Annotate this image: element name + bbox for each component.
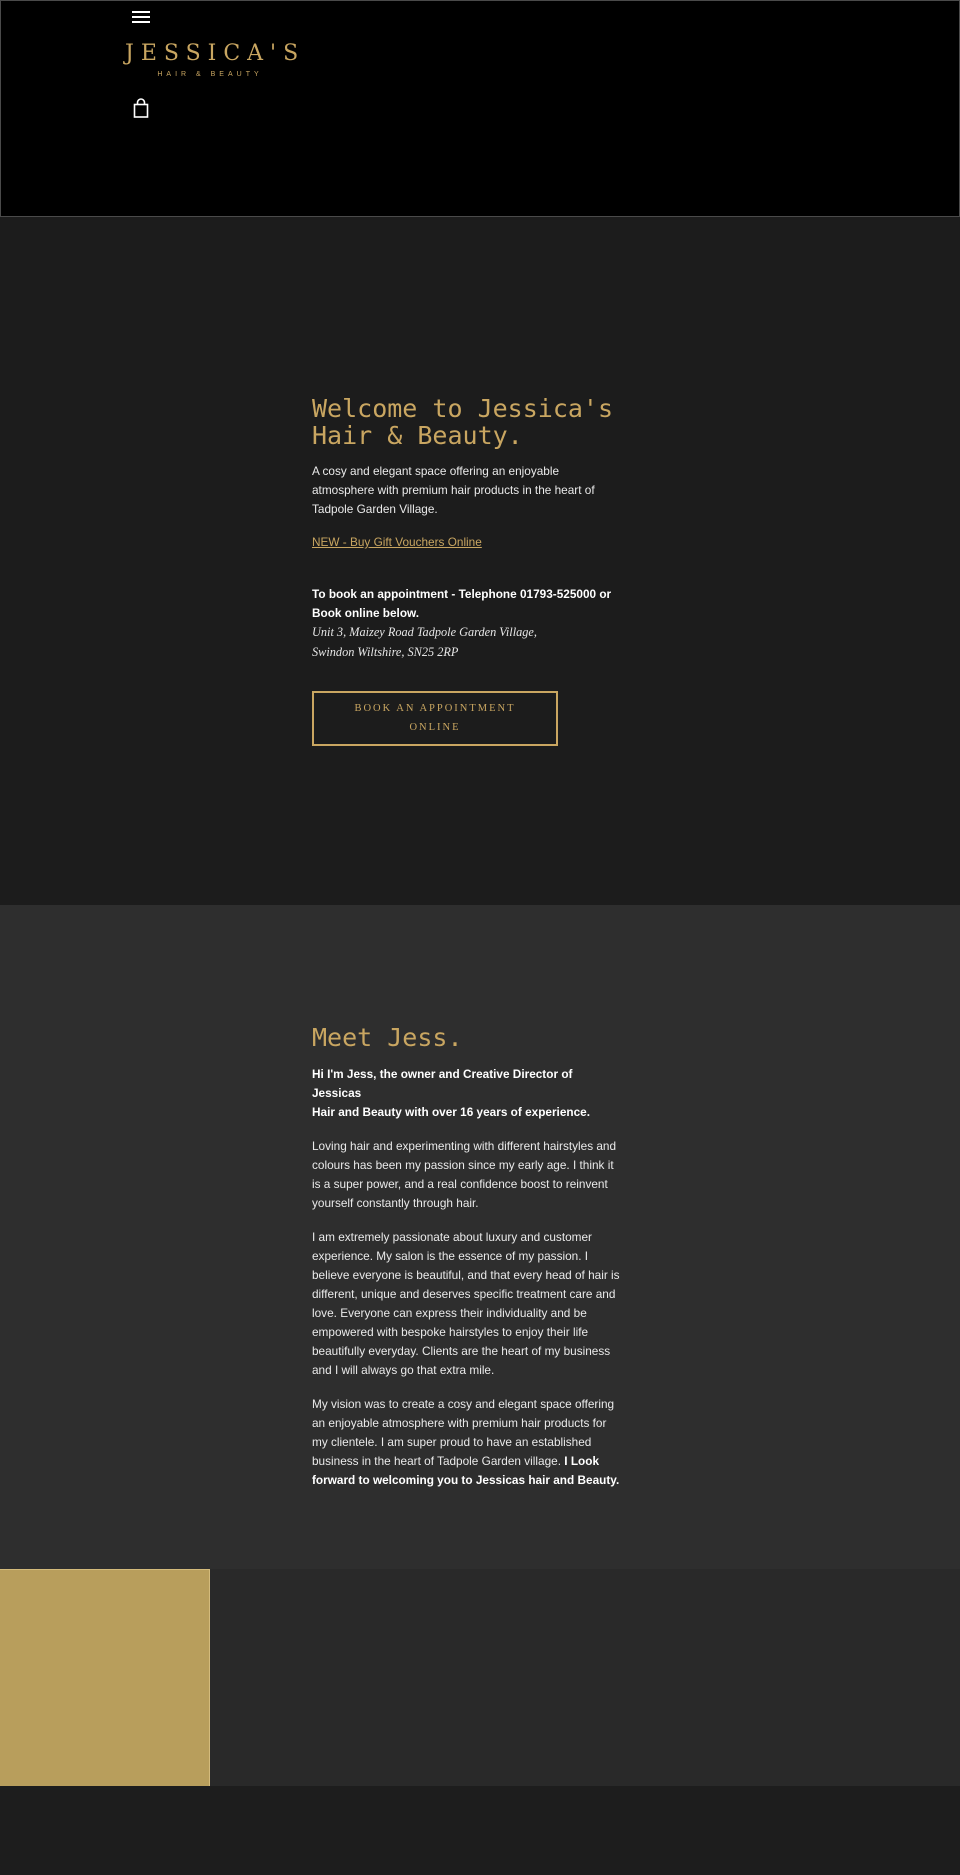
- text-line: colours has been my passion since my early age. I think it: [312, 1158, 614, 1172]
- text-line: believe everyone is beautiful, and that every head of hair is: [312, 1268, 620, 1282]
- gold-image-placeholder: [0, 1569, 210, 1786]
- logo-wordmark: JESSICA'S: [125, 41, 306, 66]
- button-label-line: ONLINE: [409, 721, 461, 733]
- meet-content: [312, 1024, 622, 1490]
- booking-info: [312, 585, 622, 623]
- text-line: Tadpole Garden Village.: [312, 502, 438, 516]
- text-line: Unit 3, Maizey Road Tadpole Garden Village,: [312, 625, 537, 639]
- site-header: [0, 0, 960, 217]
- meet-title: Meet Jess.: [312, 1023, 463, 1052]
- text-line: is a super power, and a real confidence boost to reinvent: [312, 1177, 608, 1191]
- meet-jess-section: [0, 905, 960, 1569]
- text-line: Hi I'm Jess, the owner and Creative Director of Jessicas: [312, 1067, 573, 1100]
- meet-intro: [312, 1065, 622, 1122]
- welcome-title: [312, 395, 622, 449]
- text-line: an enjoyable atmosphere with premium hair products for: [312, 1416, 607, 1430]
- text-line: yourself constantly through hair.: [312, 1196, 479, 1210]
- welcome-title-line: Hair & Beauty.: [312, 421, 523, 450]
- text-fragment: business in the heart of Tadpole Garden village.: [312, 1454, 561, 1468]
- text-line: Loving hair and experimenting with different hairstyles and: [312, 1139, 617, 1153]
- text-line: atmosphere with premium hair products in the heart of: [312, 483, 595, 497]
- welcome-section: [0, 217, 960, 905]
- text-line: Swindon Wiltshire, SN25 2RP: [312, 644, 459, 659]
- logo-tagline: HAIR & BEAUTY: [157, 71, 263, 78]
- site-logo[interactable]: [125, 41, 306, 80]
- text-line: love. Everyone can express their individuality and be: [312, 1306, 587, 1320]
- text-line: beautifully everyday. Clients are the heart of my business: [312, 1344, 611, 1358]
- gift-vouchers-link[interactable]: NEW - Buy Gift Vouchers Online: [312, 535, 482, 549]
- text-line: Book online below.: [312, 606, 420, 620]
- salon-address: [312, 623, 622, 662]
- text-line: Hair and Beauty with over 16 years of experience.: [312, 1105, 590, 1119]
- shopping-bag-icon[interactable]: [133, 98, 149, 118]
- button-label-line: BOOK AN APPOINTMENT: [354, 703, 516, 714]
- text-line: My vision was to create a cosy and elegant space offering: [312, 1397, 615, 1411]
- text-line: experience. My salon is the essence of my passion. I: [312, 1249, 589, 1263]
- meet-paragraph-2: [312, 1228, 622, 1380]
- image-band: [0, 1569, 960, 1786]
- text-line: A cosy and elegant space offering an enjoyable: [312, 464, 560, 478]
- hamburger-menu-icon[interactable]: [132, 9, 154, 29]
- welcome-title-line: Welcome to Jessica's: [312, 394, 614, 423]
- welcome-intro: [312, 462, 622, 519]
- text-line: I am extremely passionate about luxury and customer: [312, 1230, 592, 1244]
- book-appointment-button[interactable]: [312, 691, 558, 746]
- text-line: [312, 1452, 622, 1471]
- meet-paragraph-1: [312, 1137, 622, 1213]
- text-line: empowered with bespoke hairstyles to enjoy their life: [312, 1325, 589, 1339]
- text-line: and I will always go that extra mile.: [312, 1363, 495, 1377]
- text-line: forward to welcoming you to Jessicas hair and Beauty.: [312, 1473, 620, 1487]
- text-fragment-bold: I Look: [561, 1454, 600, 1468]
- footer-strip: [0, 1786, 960, 1875]
- welcome-content: [312, 395, 622, 662]
- text-line: different, unique and deserves specific treatment care and: [312, 1287, 616, 1301]
- text-line: To book an appointment - Telephone 01793-525000 or: [312, 587, 612, 601]
- text-line: my clientele. I am super proud to have an established: [312, 1435, 592, 1449]
- meet-paragraph-3: [312, 1395, 622, 1490]
